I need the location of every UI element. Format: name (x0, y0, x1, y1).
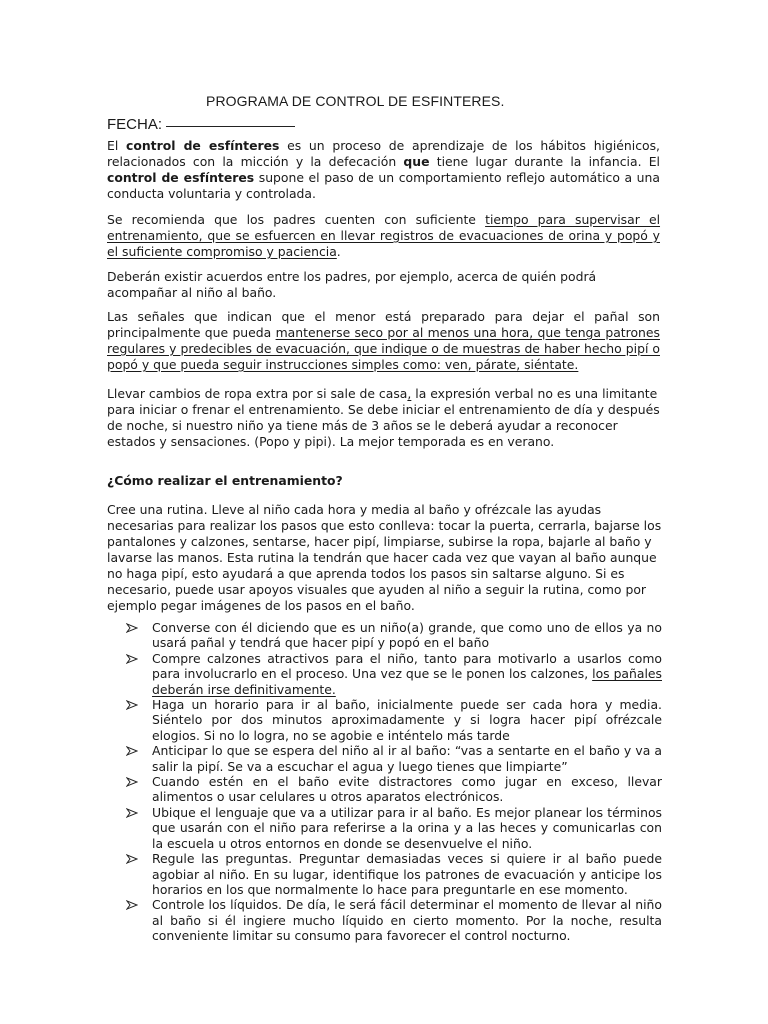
date-field (107, 116, 295, 133)
tips-list (124, 620, 662, 944)
paragraph-agreements: Deberán existir acuerdos entre los padres, por ejemplo, acerca de quién podrá acompañar al niño al baño. (107, 269, 597, 300)
paragraph-signs: Las señales que indican que el menor está preparado para dejar el pañal son principalmente que pueda mantenerse seco por al menos una hora, que tenga patrones regulares y predecibles de evacuación, que indique o de muestras de haber hecho pipí o popó y que pueda seguir instrucciones simples como: ven, párate, siéntate. (107, 309, 660, 372)
list-item: Haga un horario para ir al baño, inicialmente puede ser cada hora y media. Siéntelo por dos minutos aproximadamente y si logra hacer pipí ofrézcale elogios. Si no lo logra, no se agobie e inténtelo más tarde (124, 697, 662, 743)
paragraph-routine: Cree una rutina. Lleve al niño cada hora y media al baño y ofrézcale las ayudas necesarias para realizar los pasos que esto conlleva: tocar la puerta, cerrarla, bajarse los pantalones y calzones, sentarse, hacer pipí, limpiarse, subirse la ropa, bajarle al baño y lavarse las manos. Esta rutina la tendrán que hacer cada vez que vayan al baño aunque no haga pipí, esto ayudará a que aprenda todos los pasos sin saltarse alguno. Si es necesario, puede usar apoyos visuales que ayuden al niño a seguir la rutina, como por ejemplo pegar imágenes de los pasos en el baño. (107, 502, 662, 613)
date-label: FECHA: (107, 116, 163, 133)
list-item: Regule las preguntas. Preguntar demasiadas veces si quiere ir al baño puede agobiar al niño. En su lugar, identifique los patrones de evacuación y anticipe los horarios en los que normalmente lo hace para preguntarle en ese momento. (124, 851, 662, 897)
document-title: PROGRAMA DE CONTROL DE ESFINTERES. (206, 93, 505, 109)
list-item: Controle los líquidos. De día, le será fácil determinar el momento de llevar al niño al baño si él ingiere mucho líquido en cierto momento. Por la noche, resulta conveniente limitar su consumo para favorecer el control nocturno. (124, 897, 662, 943)
paragraph-definition: El control de esfínteres es un proceso de aprendizaje de los hábitos higiénicos, relacionados con la micción y la defecación que tiene lugar durante la infancia. El control de esfínteres supone el paso de un comportamiento reflejo automático a una conducta voluntaria y controlada. (107, 138, 660, 201)
list-item: Cuando estén en el baño evite distractores como jugar en exceso, llevar alimentos o usar celulares u otros aparatos electrónicos. (124, 774, 662, 805)
list-item: Compre calzones atractivos para el niño, tanto para motivarlo a usarlos como para involucrarlo en el proceso. Una vez que se le ponen los calzones, los pañales deberán irse definitivamente. (124, 651, 662, 697)
list-item: Converse con él diciendo que es un niño(a) grande, que como uno de ellos ya no usará pañal y tendrá que hacer pipí y popó en el baño (124, 620, 662, 651)
paragraph-recommendation: Se recomienda que los padres cuenten con suficiente tiempo para supervisar el entrenamiento, que se esfuercen en llevar registros de evacuaciones de orina y popó y el suficiente compromiso y paciencia. (107, 212, 661, 259)
paragraph-clothes: Llevar cambios de ropa extra por si sale de casa, la expresión verbal no es una limitante para iniciar o frenar el entrenamiento. Se debe iniciar el entrenamiento de día y después de noche, si nuestro niño ya tiene más de 3 años se le deberá ayudar a reconocer estados y sensaciones. (Popo y pipi). La mejor temporada es en verano. (107, 386, 660, 449)
list-item: Ubique el lenguaje que va a utilizar para ir al baño. Es mejor planear los términos que usarán con el niño para referirse a la orina y a las heces y comunicarlas con la escuela u otros entornos en donde se desenvuelve el niño. (124, 805, 662, 851)
section-heading: ¿Cómo realizar el entrenamiento? (107, 473, 343, 488)
list-item: Anticipar lo que se espera del niño al ir al baño: “vas a sentarte en el baño y va a salir la pipí. Se va a escuchar el agua y luego tienes que limpiarte” (124, 743, 662, 774)
date-blank-line (166, 126, 295, 127)
